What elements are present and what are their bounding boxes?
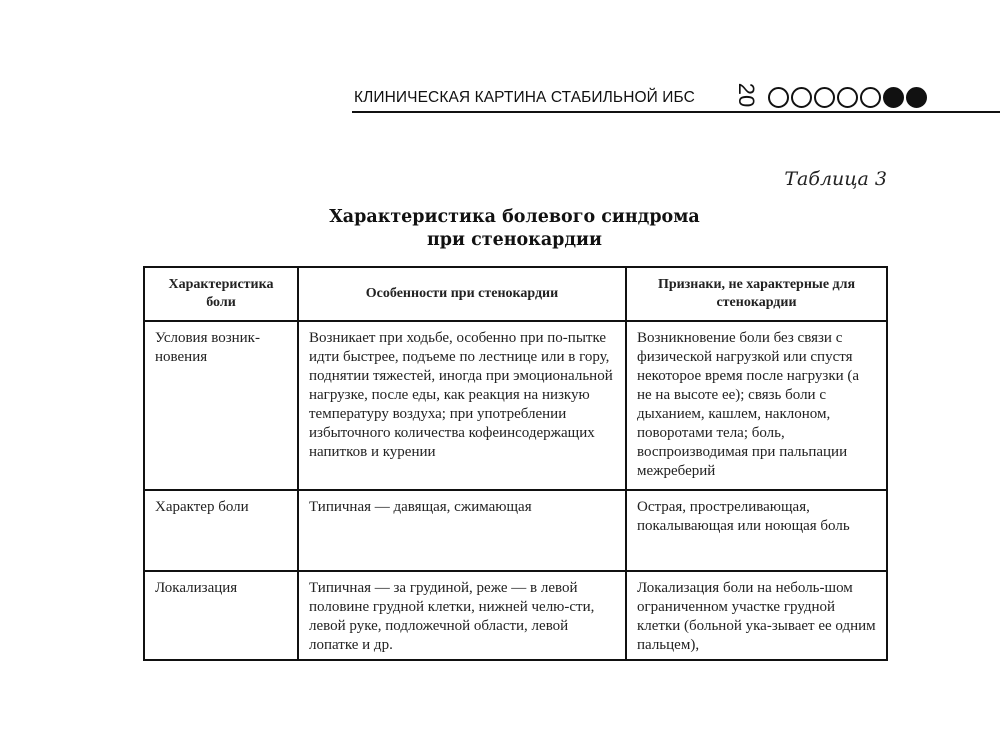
pain-syndrome-table — [143, 266, 888, 661]
open-circle-icon — [791, 87, 812, 108]
table-title-line-2: при стенокардии — [426, 230, 603, 250]
filled-circle-icon — [906, 87, 927, 108]
header-non-angina-signs: Признаки, не характерные для стенокардии — [626, 267, 887, 321]
open-circle-icon — [768, 87, 789, 108]
cell-non-angina-signs: Локализация боли на неболь-шом ограниченном участке грудной клетки (больной ука-зывает ее одним пальцем), — [626, 571, 887, 660]
chapter-progress-dots — [768, 87, 927, 108]
open-circle-icon — [837, 87, 858, 108]
cell-non-angina-signs: Возникновение боли без связи с физической нагрузкой или спустя некоторое время после нагрузки (а не на высоте ее); связь боли с дыханием, кашлем, наклоном, поворотами тела; боль, воспроизводимая при пальпации межреберий — [626, 321, 887, 490]
table-row — [144, 321, 887, 490]
open-circle-icon — [860, 87, 881, 108]
table-row — [144, 571, 887, 660]
open-circle-icon — [814, 87, 835, 108]
header-characteristic: Характеристика боли — [144, 267, 298, 321]
table-title — [143, 206, 886, 252]
page-number: 20 — [734, 82, 759, 108]
cell-angina-features: Типичная — давящая, сжимающая — [298, 490, 626, 571]
running-head — [352, 83, 1000, 113]
cell-characteristic: Локализация — [144, 571, 298, 660]
running-title: КЛИНИЧЕСКАЯ КАРТИНА СТАБИЛЬНОЙ ИБС — [354, 89, 695, 106]
cell-angina-features: Возникает при ходьбе, особенно при по-пытке идти быстрее, подъеме по лестнице или в гору, поднятии тяжестей, иногда при эмоциональной нагрузке, после еды, как реакция на низкую температуру воздуха; при употреблении избыточного количества кофеинсодержащих напитков и курении — [298, 321, 626, 490]
cell-characteristic: Характер боли — [144, 490, 298, 571]
filled-circle-icon — [883, 87, 904, 108]
cell-angina-features: Типичная — за грудиной, реже — в левой половине грудной клетки, нижней челю-сти, левой руке, подложечной области, левой лопатке и др. — [298, 571, 626, 660]
table-header-row — [144, 267, 887, 321]
header-angina-features: Особенности при стенокардии — [298, 267, 626, 321]
table-title-line-1: Характеристика болевого синдрома — [329, 207, 700, 227]
cell-characteristic: Условия возник-новения — [144, 321, 298, 490]
table-row — [144, 490, 887, 571]
cell-non-angina-signs: Острая, простреливающая, покалывающая или ноющая боль — [626, 490, 887, 571]
table-label: Таблица 3 — [784, 168, 887, 190]
